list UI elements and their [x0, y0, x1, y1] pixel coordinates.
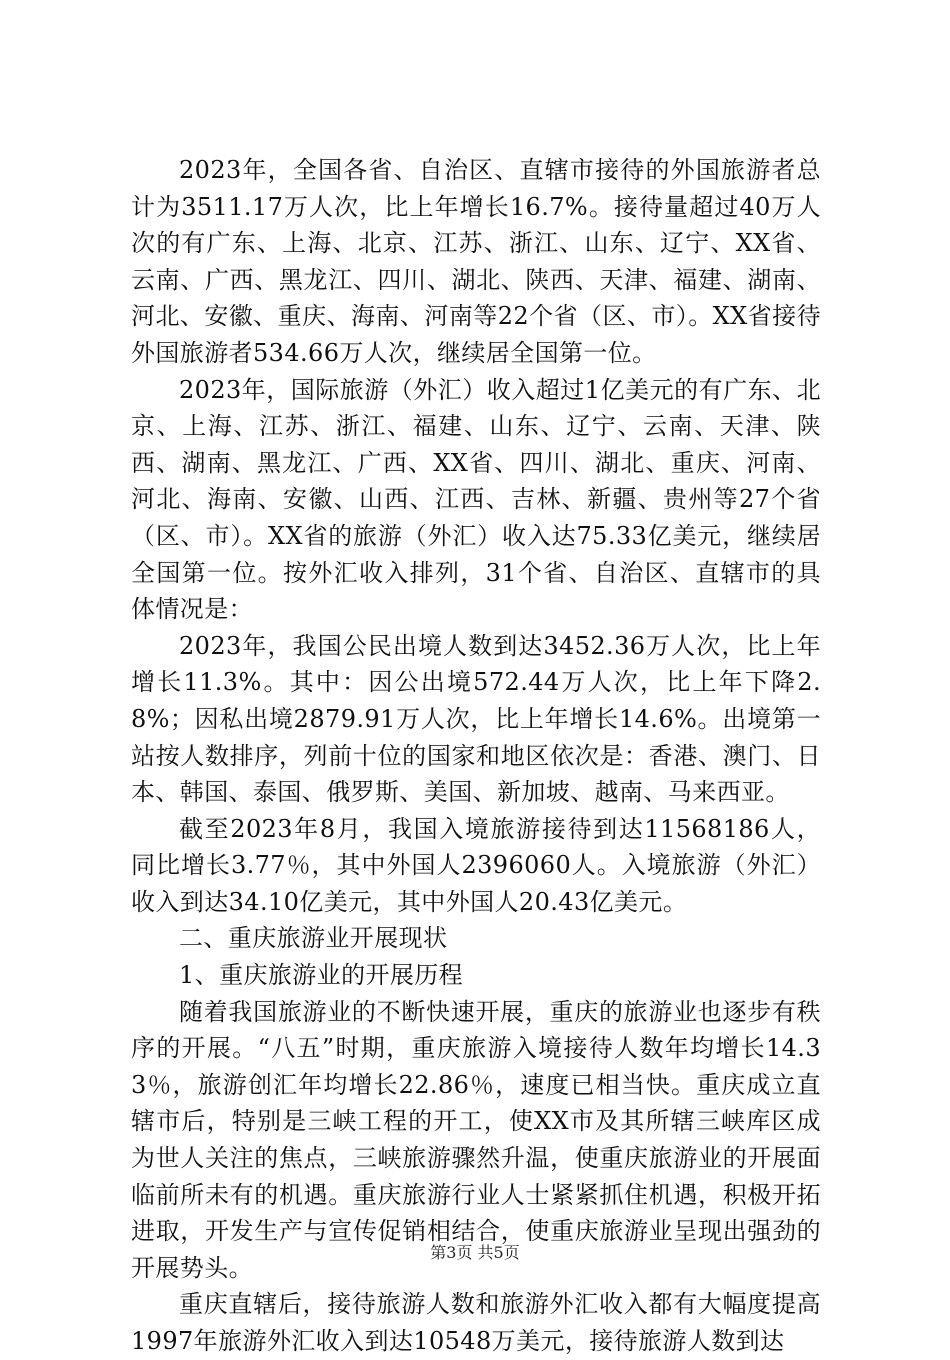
paragraph-inbound-august: 截至2023年8月，我国入境旅游接待到达11568186人，同比增长3.77％，其中外国人2396060人。入境旅游（外汇）收入到达34.10亿美元，其中外国人20.43亿美元。 — [131, 814, 821, 916]
paragraph-foreign-tourists: 2023年，全国各省、自治区、直辖市接待的外国旅游者总计为3511.17万人次，比上年增长16.7%。接待量超过40万人次的有广东、上海、北京、江苏、浙江、山东、辽宁、XX省、云南、广西、黑龙江、四川、湖北、陕西、天津、福建、湖南、河北、安徽、重庆、海南、河南等22个省（区、市）。XX省接待外国旅游者534.66万人次，继续居全国第一位。 — [131, 156, 821, 367]
section-heading: 二、重庆旅游业开展现状 — [179, 924, 448, 953]
subsection-heading: 1、重庆旅游业的开展历程 — [179, 961, 464, 990]
paragraph-forex-income: 2023年，国际旅游（外汇）收入超过1亿美元的有广东、北京、上海、江苏、浙江、福建、山东、辽宁、云南、天津、陕西、湖南、黑龙江、广西、XX省、四川、湖北、重庆、河南、河北、海南、安徽、山西、江西、吉林、新疆、贵州等27个省（区、市）。XX省的旅游（外汇）收入达75.33亿美元，继续居全国第一位。按外汇收入排列，31个省、自治区、直辖市的具体情况是： — [131, 375, 821, 624]
paragraph-outbound-travel: 2023年，我国公民出境人数到达3452.36万人次，比上年增长11.3%。其中：因公出境572.44万人次，比上年下降2.8%；因私出境2879.91万人次，比上年增长14.6%。出境第一站按人数排序，列前十位的国家和地区依次是：香港、澳门、日本、韩国、泰国、俄罗斯、美国、新加坡、越南、马来西亚。 — [131, 631, 821, 807]
page-footer: 第3页 共5页 — [430, 1243, 520, 1262]
paragraph-chongqing-after-municipality: 重庆直辖后，接待旅游人数和旅游外汇收入都有大幅度提高1997年旅游外汇收入到达10548万美元，接待旅游人数到达 — [131, 1290, 821, 1355]
paragraph-chongqing-history: 随着我国旅游业的不断快速开展，重庆的旅游业也逐步有秩序的开展。“八五”时期，重庆旅游入境接待人数年均增长14.33％，旅游创汇年均增长22.86％，速度已相当快。重庆成立直辖市后，特别是三峡工程的开工，使XX市及其所辖三峡库区成为世人关注的焦点，三峡旅游骤然升温，使重庆旅游业的开展面临前所未有的机遇。重庆旅游行业人士紧紧抓住机遇，积极开拓进取，开发生产与宣传促销相结合，使重庆旅游业呈现出强劲的开展势头。 — [131, 997, 821, 1282]
document-body — [131, 152, 821, 1360]
